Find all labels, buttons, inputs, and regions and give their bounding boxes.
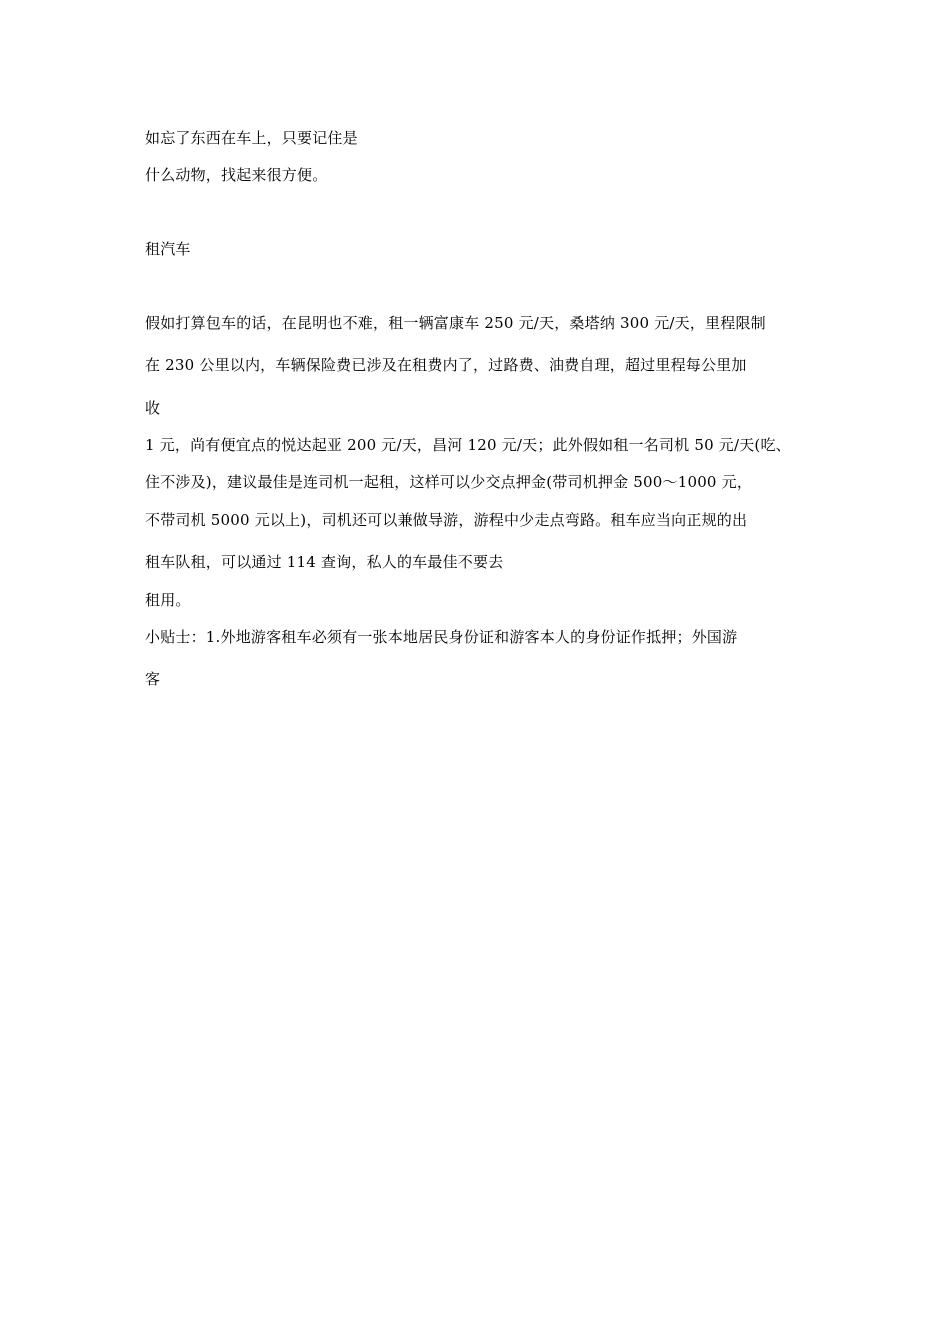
- text-line-4: 假如打算包车的话，在昆明也不难，租一辆富康车 250 元/天，桑塔纳 300 元/天，里程限制: [145, 314, 766, 332]
- text-line-6: 收: [145, 399, 161, 417]
- text-line-2: 什么动物，找起来很方便。: [145, 166, 328, 184]
- tip-line-1: 小贴士：1.外地游客租车必须有一张本地居民身份证和游客本人的身份证作抵押；外国游: [145, 628, 738, 646]
- text-line-9: 不带司机 5000 元以上)，司机还可以兼做导游，游程中少走点弯路。租车应当向正规的出: [145, 511, 748, 529]
- text-line-8: 住不涉及)，建议最佳是连司机一起租，这样可以少交点押金(带司机押金 500～1000 元，: [145, 473, 753, 491]
- text-line-1: 如忘了东西在车上，只要记住是: [145, 129, 358, 147]
- tip-line-2: 客: [145, 670, 161, 688]
- text-line-7: 1 元，尚有便宜点的悦达起亚 200 元/天，昌河 120 元/天；此外假如租一名司机 50 元/天(吃、: [145, 436, 791, 454]
- text-line-10: 租车队租，可以通过 114 查询，私人的车最佳不要去: [145, 553, 504, 571]
- text-line-5: 在 230 公里以内，车辆保险费已涉及在租费内了，过路费、油费自理，超过里程每公里加: [145, 356, 747, 374]
- section-heading: 租汽车: [145, 240, 191, 258]
- text-line-11: 租用。: [145, 591, 191, 609]
